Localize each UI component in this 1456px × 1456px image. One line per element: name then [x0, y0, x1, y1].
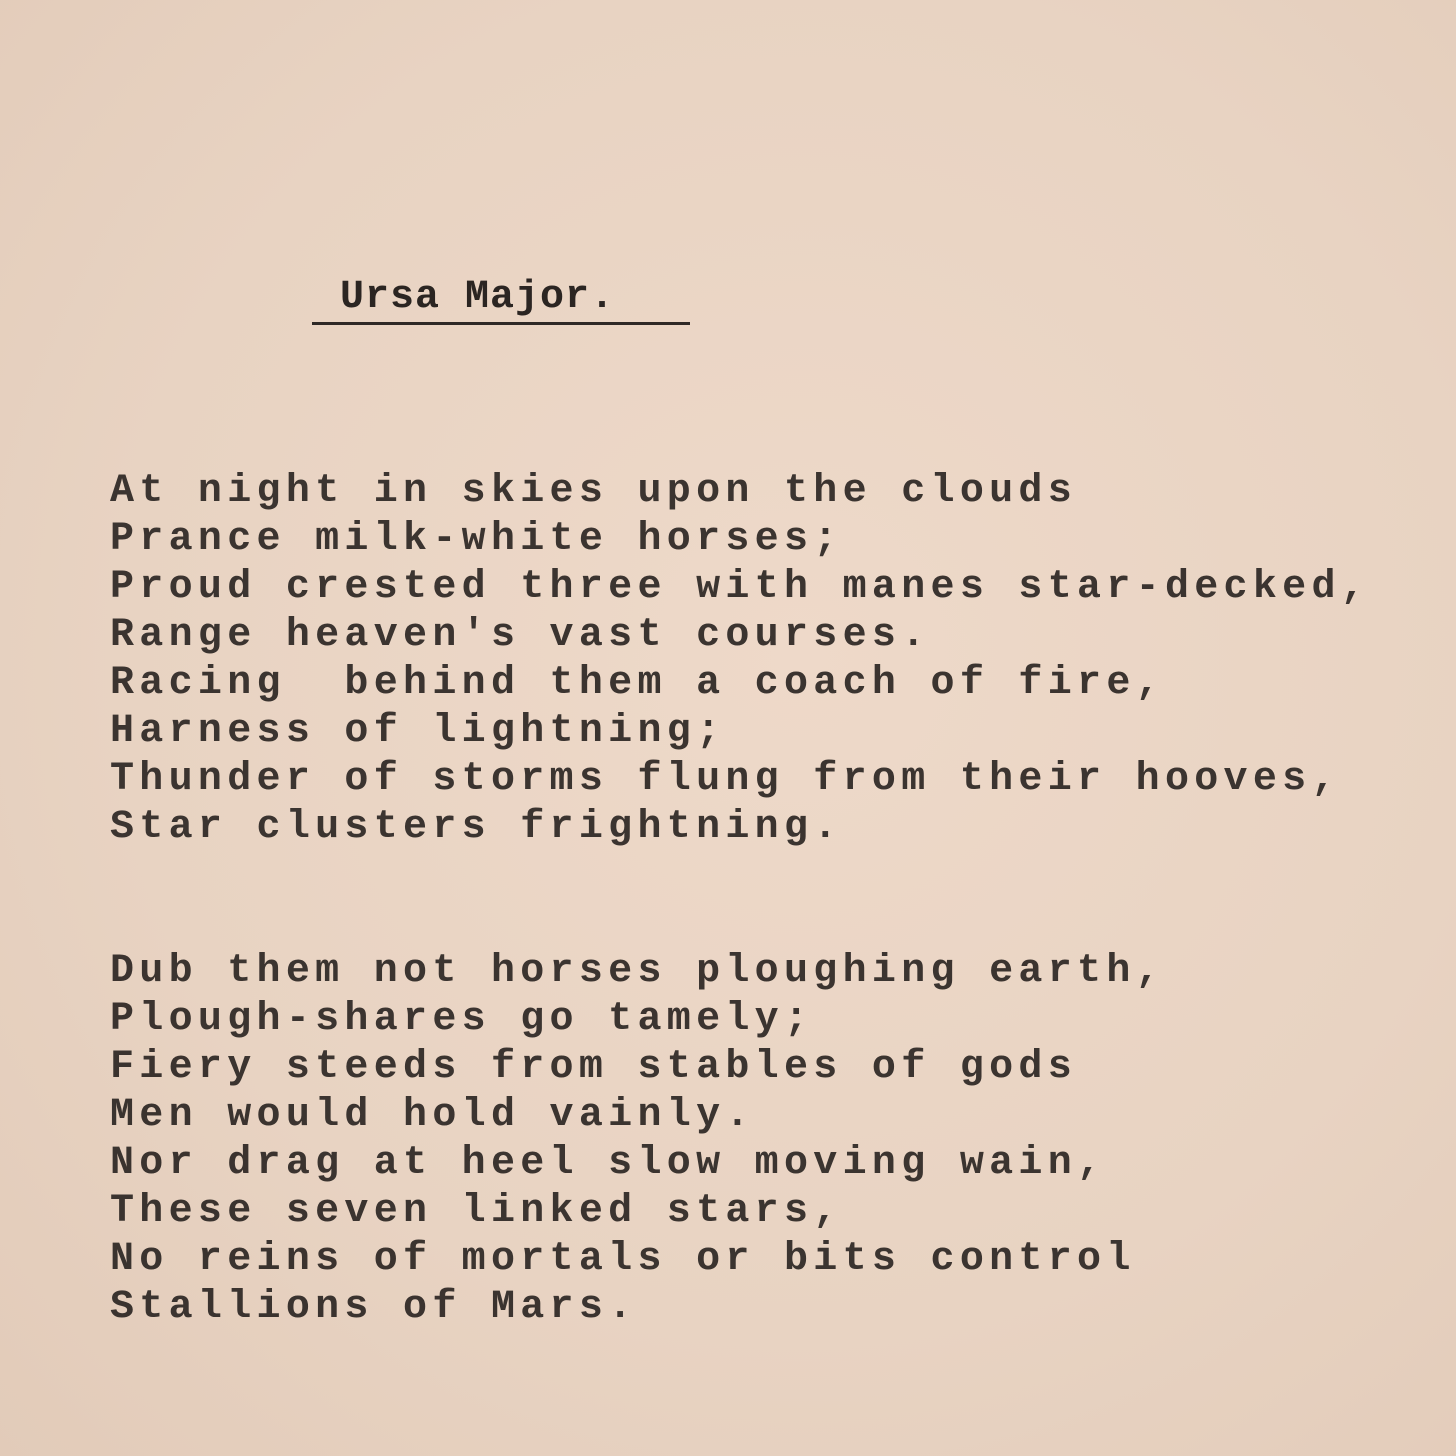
poem-line: No reins of mortals or bits control — [110, 1237, 1136, 1282]
poem-line: Star clusters frightning. — [110, 805, 843, 850]
title-underline — [312, 322, 690, 325]
poem-line: Prance milk-white horses; — [110, 517, 843, 562]
poem-line: Range heaven's vast courses. — [110, 613, 931, 658]
poem-line: Fiery steeds from stables of gods — [110, 1045, 1078, 1090]
poem-line: Men would hold vainly. — [110, 1093, 755, 1138]
poem-line: Dub them not horses ploughing earth, — [110, 949, 1165, 994]
poem-line: Nor drag at heel slow moving wain, — [110, 1141, 1107, 1186]
stanza-2 — [110, 948, 1165, 1332]
poem-line: These seven linked stars, — [110, 1189, 843, 1234]
poem-line: Proud crested three with manes star-decked, — [110, 565, 1371, 610]
poem-line: Stallions of Mars. — [110, 1285, 638, 1330]
poem-line: Harness of lightning; — [110, 709, 726, 754]
poem-title: Ursa Major. — [340, 275, 616, 320]
poem-line: Racing behind them a coach of fire, — [110, 661, 1165, 706]
poem-line: Plough-shares go tamely; — [110, 997, 814, 1042]
poem-line: Thunder of storms flung from their hooves, — [110, 757, 1341, 802]
stanza-1 — [110, 468, 1370, 852]
poem-line: At night in skies upon the clouds — [110, 469, 1078, 514]
